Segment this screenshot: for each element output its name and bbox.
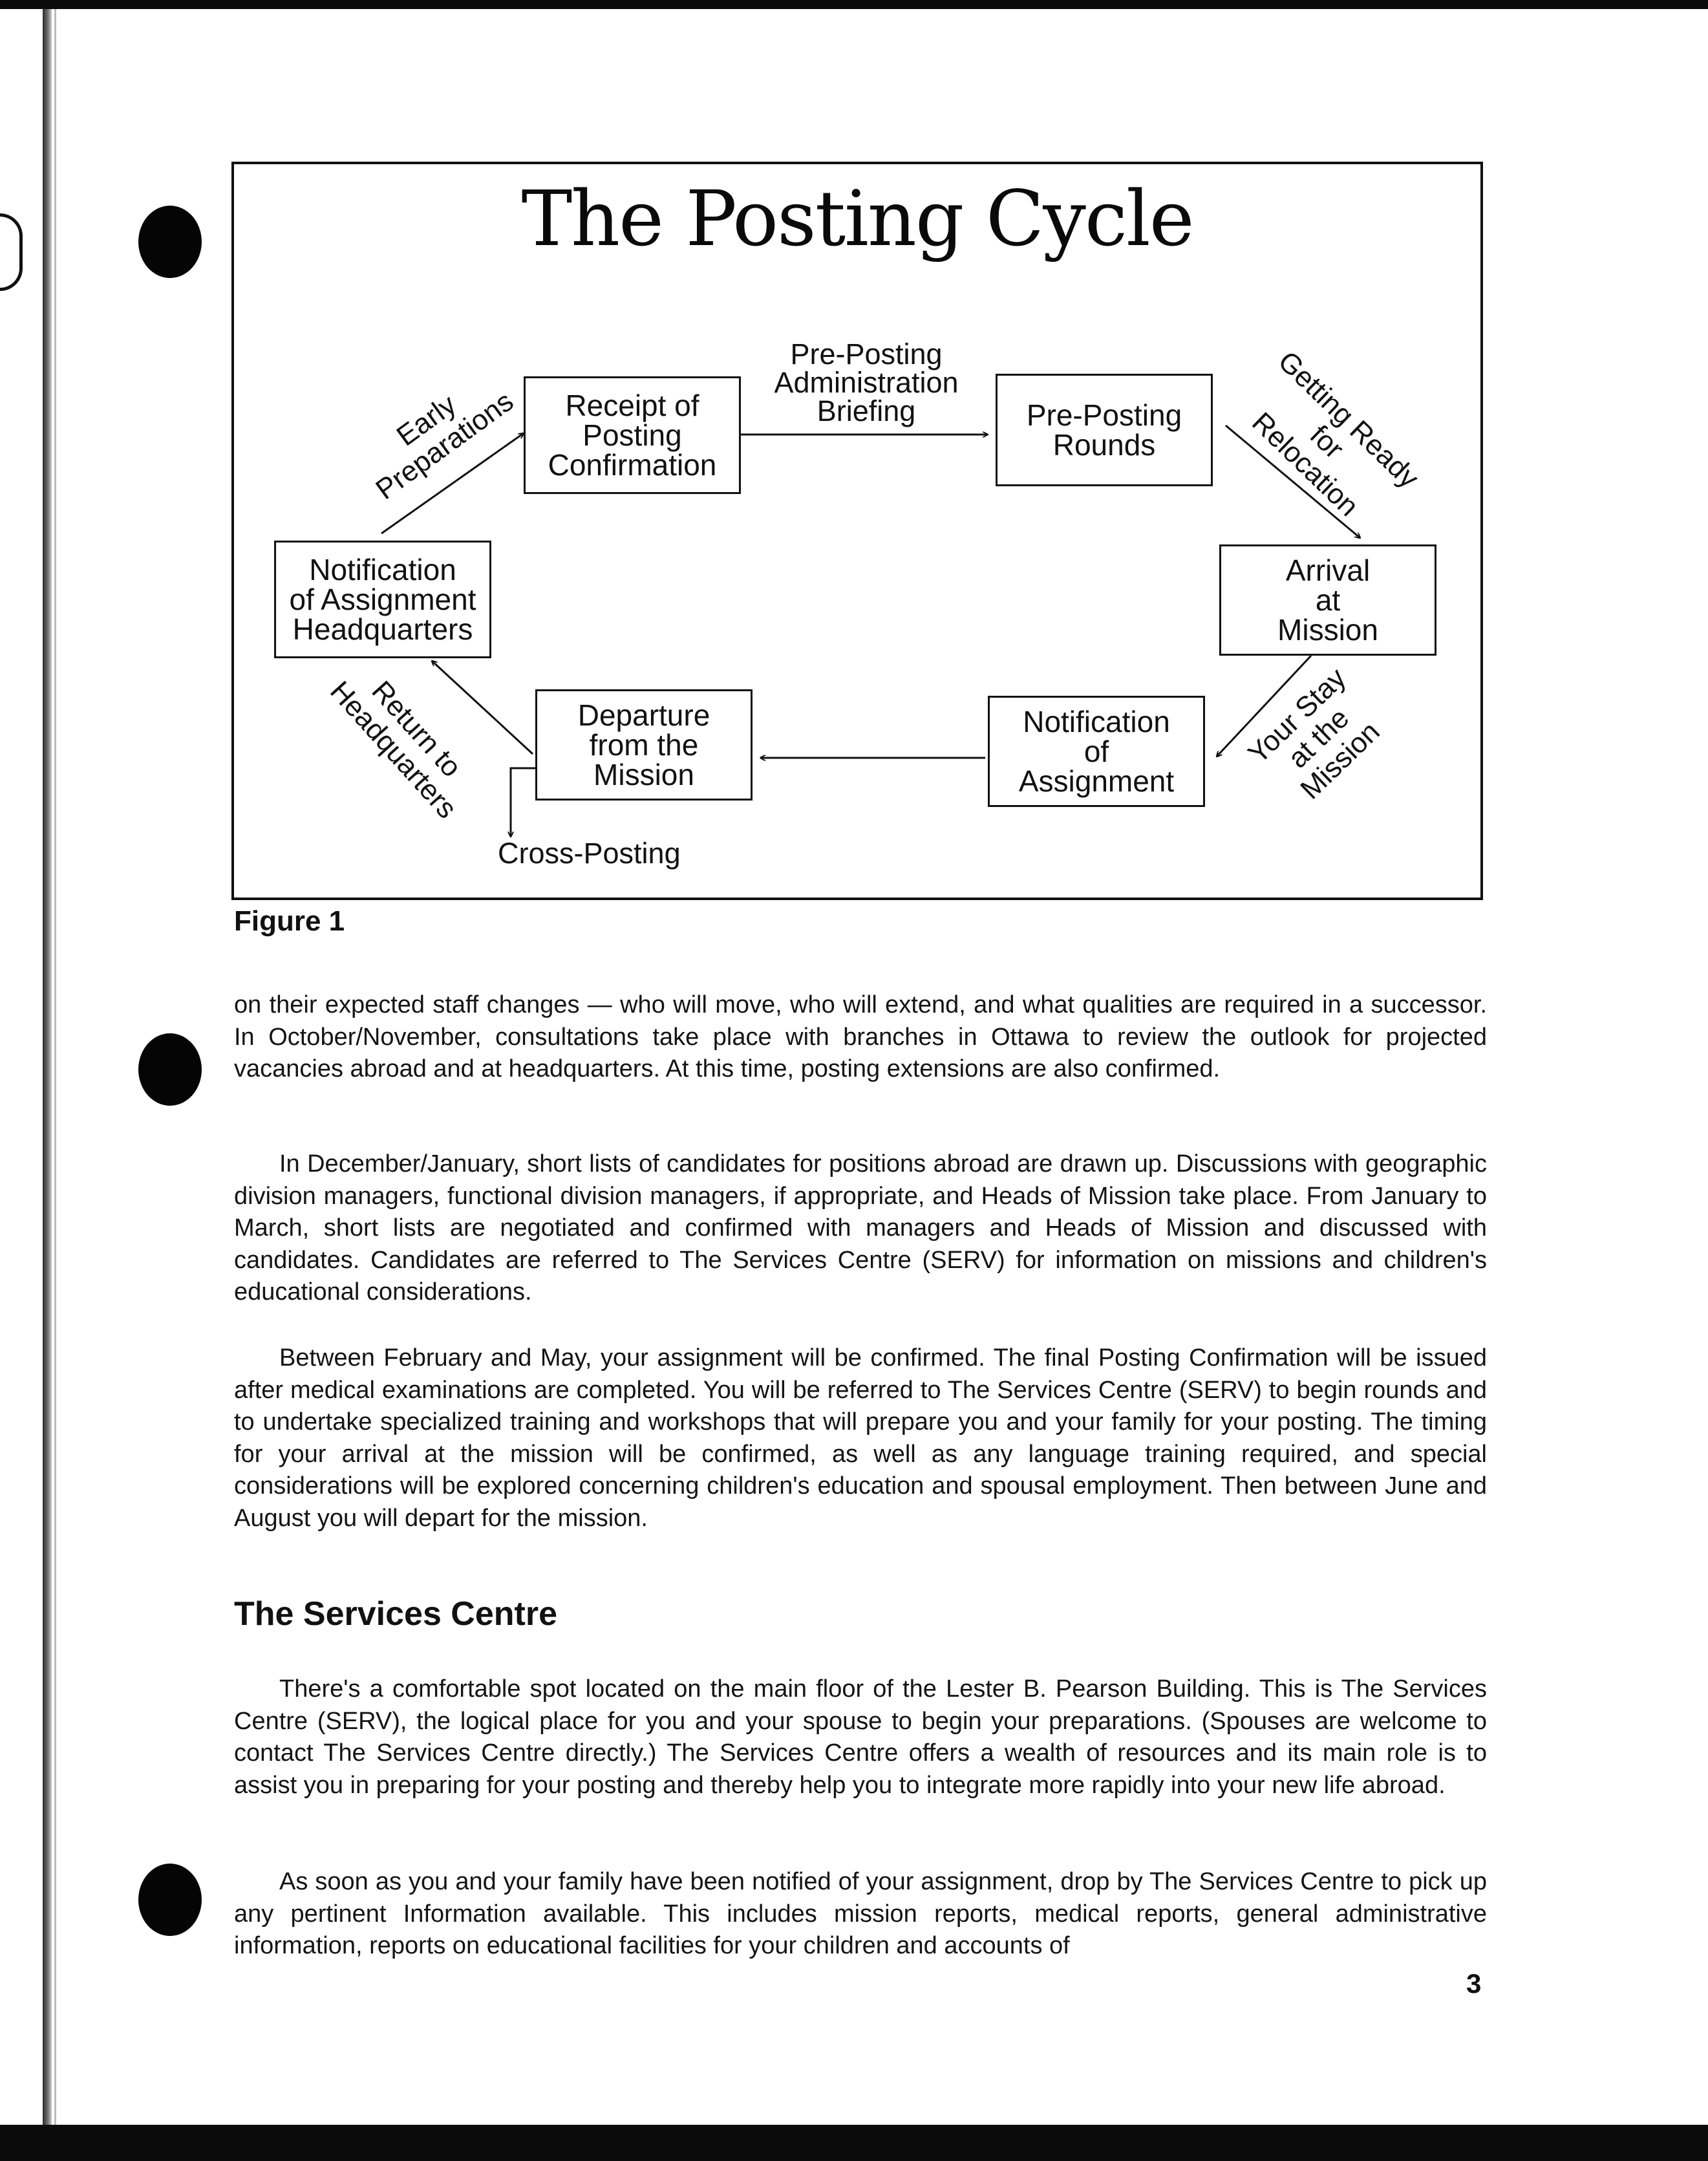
punch-hole-top xyxy=(138,206,202,278)
paragraph-1: on their expected staff changes — who will move, who will extend, and what qualities are required in a successor. In October/November, consultations take place with branches in Ottawa to review the outlook for projected vacancies abroad and at headquarters. At this time, posting extensions are also confirmed. xyxy=(234,991,1487,1082)
label-early-preparations: Early Preparations xyxy=(370,385,520,506)
punch-hole-bottom xyxy=(138,1864,202,1936)
figure-caption: Figure 1 xyxy=(234,905,345,937)
scan-border-left-line xyxy=(54,9,56,2125)
label-your-stay-at-the-mission: Your Stay at the Mission xyxy=(1242,661,1386,806)
paragraph-2: In December/January, short lists of candidates for positions abroad are drawn up. Discussions with geographic division managers, functional division managers, if appropriate, and Heads of Mission take place. From January to March, short lists are negotiated and confirmed with managers and Heads of Mission and discussed with candidates. Candidates are referred to The Services Centre (SERV) for information on missions and children's educational considerations. xyxy=(234,1150,1487,1306)
section-paragraph-1: There's a comfortable spot located on the main floor of the Lester B. Pearson Building. This is The Services Centre (SERV), the logical place for you and your spouse to begin your preparations. (Spouses are welcome to contact The Services Centre directly.) The Services Centre offers a wealth of resources and its main role is to assist you in preparing for your posting and thereby help you to integrate more rapidly into your new life abroad. xyxy=(234,1675,1487,1799)
section-heading: The Services Centre xyxy=(234,1595,558,1633)
node-arrival-at-mission: Arrival at Mission xyxy=(1219,544,1436,656)
node-departure-from-mission: Departure from the Mission xyxy=(535,689,753,801)
node-pre-posting-rounds: Pre-Posting Rounds xyxy=(996,374,1213,486)
diagram-title: The Posting Cycle xyxy=(521,174,1193,263)
paragraph-3: Between February and May, your assignment will be confirmed. The final Posting Confirmation will be issued after medical examinations are completed. You will be referred to The Services Centre (SERV) to begin rounds and to undertake specialized training and workshops that will prepare you and your family for your posting. The timing for your arrival at the mission will be confirmed, as well as any language training required, and special considerations will be explored concerning children's education and spousal employment. Then between June and August you will depart for the mission. xyxy=(234,1344,1487,1532)
scan-border-left xyxy=(43,9,52,2125)
label-getting-ready-for-relocation: Getting Ready for Relocation xyxy=(1246,345,1425,523)
node-notification-of-assignment: Notification of Assignment xyxy=(988,696,1205,807)
label-cross-posting: Cross-Posting xyxy=(498,837,681,870)
punch-hole-middle xyxy=(138,1033,202,1106)
node-notification-of-assignment-headquarters: Notification of Assignment Headquarters xyxy=(274,541,491,658)
scan-border-top xyxy=(0,0,1708,9)
page-number: 3 xyxy=(1466,1968,1482,1999)
node-receipt-of-posting-confirmation: Receipt of Posting Confirmation xyxy=(524,376,741,494)
section-paragraph-2: As soon as you and your family have been notified of your assignment, drop by The Services Centre to pick up any pertinent Information available. This includes mission reports, medical reports, general administrative information, reports on educational facilities for your children and accounts of xyxy=(234,1868,1487,1959)
scan-border-bottom xyxy=(0,2125,1708,2161)
binding-mark xyxy=(0,213,23,291)
label-pre-posting-administration-briefing: Pre-Posting Administration Briefing xyxy=(774,338,959,427)
label-return-to-headquarters: Return to Headquarters xyxy=(324,674,467,825)
